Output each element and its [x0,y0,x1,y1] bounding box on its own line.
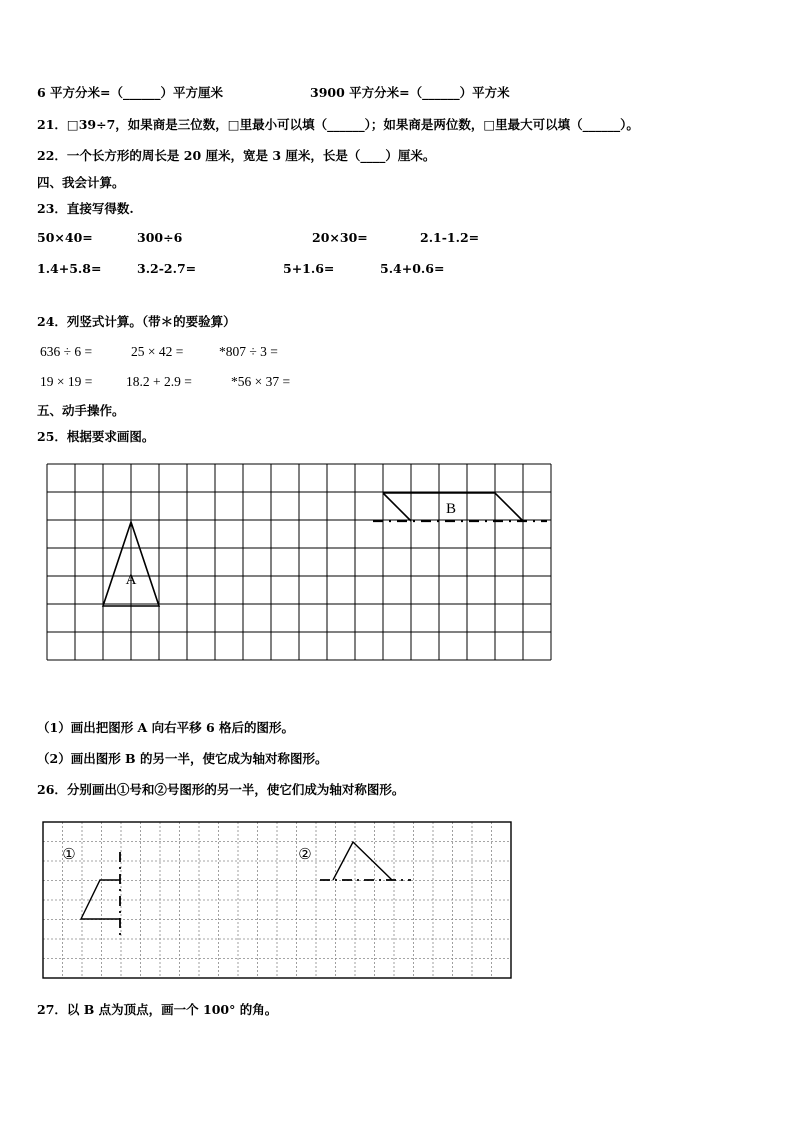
shape-a-label: A [125,572,137,588]
q21-text: 21．□39÷7，如果商是三位数，□里最小可以填（______）；如果商是两位数，□里最大可以填（______）。 [37,117,639,132]
shape-b-half [383,493,411,521]
q24-item: 25 × 42 = [131,344,184,359]
q25-grid [47,464,551,664]
q24-item: 19 × 19 = [40,374,93,389]
section4-heading: 四、我会计算。 [37,175,125,190]
figure-1-label: ① [62,847,76,863]
q23-item: 2.1-1.2= [420,230,480,245]
q23-item: 50×40= [37,230,93,245]
figure-1-half [81,880,120,919]
section5-heading: 五、动手操作。 [37,403,125,418]
figure-2-label: ② [298,847,312,863]
q25-task1: （1）画出把图形 A 向右平移 6 格后的图形。 [37,720,295,735]
q26-title: 26．分别画出①号和②号图形的另一半，使它们成为轴对称图形。 [37,782,405,797]
q20-right: 3900 平方分米=（______）平方米 [310,85,510,100]
q23-item: 3.2-2.7= [137,261,197,276]
q23-item: 5+1.6= [283,261,335,276]
q22-text: 22．一个长方形的周长是 20 厘米，宽是 3 厘米，长是（____）厘米。 [37,148,436,163]
q23-item: 1.4+5.8= [37,261,102,276]
q26-grid [43,822,511,978]
q23-item: 20×30= [312,230,368,245]
shape-b-label: B [445,501,457,517]
q24-item: *807 ÷ 3 = [219,344,278,359]
q24-item: 18.2 + 2.9 = [126,374,192,389]
q24-item: *56 × 37 = [231,374,291,389]
q20-left: 6 平方分米=（______）平方厘米 [37,85,224,100]
q24-item: 636 ÷ 6 = [40,344,93,359]
q23-title: 23．直接写得数. [37,201,134,216]
q25-task2: （2）画出图形 B 的另一半，使它成为轴对称图形。 [37,751,328,766]
q23-item: 5.4+0.6= [380,261,445,276]
q25-title: 25．根据要求画图。 [37,429,155,444]
q24-title: 24．列竖式计算。（带＊的要验算） [37,314,236,329]
q23-item: 300÷6 [137,230,183,245]
q27-text: 27．以 B 点为顶点，画一个 100° 的角。 [37,1002,278,1017]
